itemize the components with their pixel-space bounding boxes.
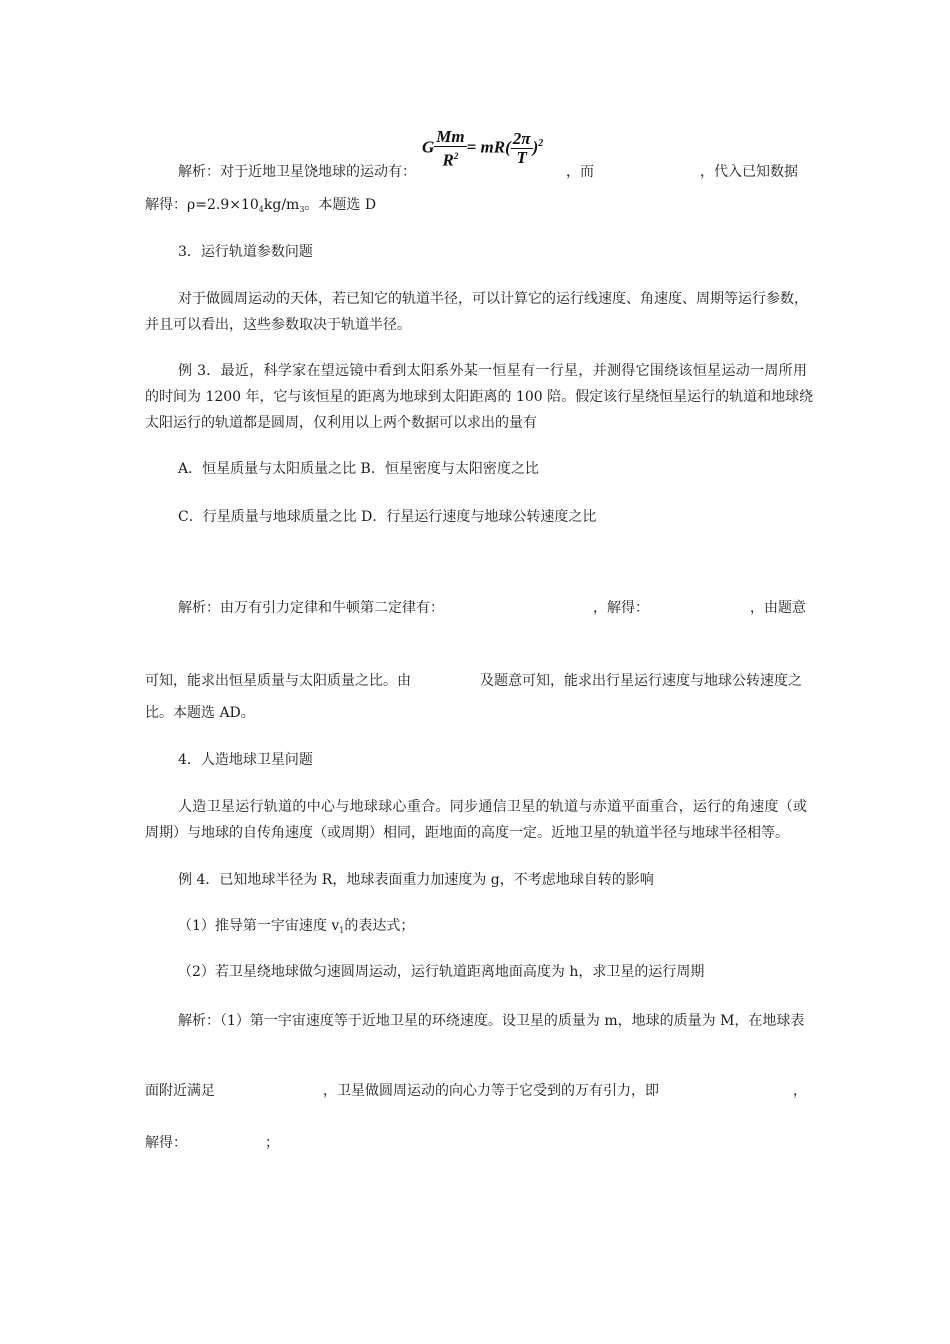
sol4b-b: ，卫星做圆周运动的向心力等于它受到的万有引力，即: [323, 1083, 659, 1099]
p3-line2: 并且可以看出，这些参数取决于轨道半径。: [145, 317, 411, 333]
eq-rhs: = mR(: [466, 137, 511, 157]
heading-4: 4．人造地球卫星问题: [178, 752, 313, 768]
sol3-b: ，解得：: [593, 600, 649, 616]
sol3b-b: 及题意可知，能求出行星运行速度与地球公转速度之: [480, 673, 802, 689]
ex3-line2: 的时间为 1200 年，它与该恒星的距离为地球到太阳距离的 100 陪。假定该行星绕恒星运行的轨道和地球绕: [145, 389, 814, 405]
ex3-line3: 太阳运行的轨道都是圆周，仅利用以上两个数据可以求出的量有: [145, 415, 537, 431]
eq-frac-mm-r2: [434, 128, 466, 170]
sol4b-a: 面附近满足: [145, 1083, 215, 1099]
sol4: 解析：（1）第一宇宙速度等于近地卫星的环绕速度。设卫星的质量为 m，地球的质量为 M，在地球表: [178, 1013, 805, 1029]
p2-line: 解得：$\rho=2.9\times 10_4kg/m_3$。本题选 D: [145, 197, 377, 214]
q2: （2）若卫星绕地球做匀速圆周运动，运行轨道距离地面高度为 h，求卫星的运行周期: [178, 964, 705, 980]
heading-3: 3．运行轨道参数问题: [178, 244, 313, 260]
eq-num: Mm: [436, 127, 465, 146]
ex3-line1: 例 3．最近，科学家在望远镜中看到太阳系外某一恒星有一行星，并测得它围绕该恒星运动一周所用: [178, 363, 807, 379]
p1-b: ，而: [566, 164, 594, 180]
q1: （1）推导第一宇宙速度 $v_1$的表达式；: [178, 918, 415, 935]
eq-G: G: [422, 137, 435, 157]
sol3c: 比。本题选 AD。: [145, 705, 255, 721]
sol4c-b: ；: [265, 1135, 279, 1151]
sol3b-a: 可知，能求出恒星质量与太阳质量之比。由: [145, 673, 411, 689]
p4-line2: 周期）与地球的自传角速度（或周期）相同，距地面的高度一定。近地卫星的轨道半径与地球半径相等。: [145, 825, 789, 841]
p1-c: ，代入已知数据: [700, 164, 798, 180]
sol4b-c: ，: [793, 1083, 807, 1099]
sol3-c: ，由题意: [750, 600, 806, 616]
option-ab: A．恒星质量与太阳质量之比 B．恒星密度与太阳密度之比: [178, 461, 539, 477]
p4-line1: 人造卫星运行轨道的中心与地球球心重合。同步通信卫星的轨道与赤道平面重合，运行的角速度（或: [178, 799, 807, 815]
ex4: 例 4．已知地球半径为 R，地球表面重力加速度为 g，不考虑地球自转的影响: [178, 872, 654, 888]
eq-den: $R^2$: [442, 150, 459, 170]
option-cd: C．行星质量与地球质量之比 D．行星运行速度与地球公转速度之比: [178, 509, 597, 525]
eq-frac-2pi-t: $\frac{2\pi}{T}$: [512, 129, 531, 168]
p1-a: 解析：对于近地卫星饶地球的运动有：: [178, 164, 416, 180]
p3-line1: 对于做圆周运动的天体，若已知它的轨道半径，可以计算它的运行线速度、角速度、周期等运行参数，: [178, 291, 808, 307]
sol4c-a: 解得：: [145, 1135, 187, 1151]
sol3-a: 解析：由万有引力定律和牛顿第二定律有：: [178, 600, 444, 616]
gravitation-equation: G $\frac{Mm}{R^2}$ = mR( $\frac{2\pi}{T}$ )$^2$: [422, 127, 544, 170]
